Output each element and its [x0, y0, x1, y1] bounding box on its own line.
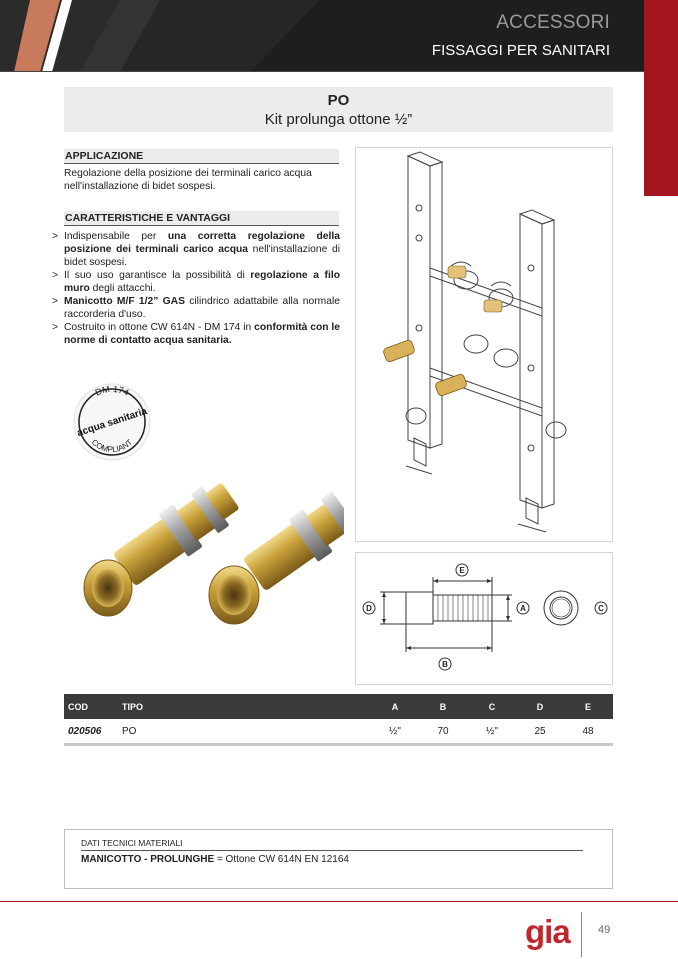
col-header-c: C [488, 701, 496, 712]
product-title-box [64, 87, 613, 132]
product-code-title: PO [327, 92, 350, 109]
page-header [0, 0, 644, 72]
product-table [64, 694, 613, 746]
dimension-drawing [355, 552, 613, 685]
materials-box [64, 829, 613, 889]
header-graphic [0, 0, 644, 72]
page-number: 49 [598, 924, 611, 936]
materials-heading: DATI TECNICI MATERIALI [81, 838, 583, 851]
cell-c: ½" [486, 725, 498, 737]
stamp-top-text: DM 174 [93, 383, 131, 398]
dim-label-c: C [598, 604, 604, 613]
product-name-title: Kit prolunga ottone ½” [264, 111, 413, 128]
logo-separator [581, 912, 582, 957]
feature-item: > Il suo uso garantisce la possibilità di regolazione a filo muro degli attacchi. [52, 269, 340, 295]
application-heading: APPLICAZIONE [64, 149, 339, 164]
dim-label-a: A [520, 604, 526, 613]
dim-label-d: D [366, 604, 372, 613]
materials-text [81, 854, 349, 865]
cell-a: ½" [389, 725, 401, 737]
feature-item: > Manicotto M/F 1/2” GAS cilindrico adattabile alla normale raccorderia d'uso. [52, 295, 340, 321]
cell-e: 48 [582, 725, 594, 737]
footer-divider [0, 901, 678, 902]
col-header-cod: COD [68, 701, 88, 712]
cell-d: 25 [534, 725, 546, 737]
cell-cod: 020506 [68, 725, 102, 737]
stamp-middle-text: acqua sanitaria [75, 405, 149, 439]
gia-logo: gia [525, 913, 570, 950]
col-header-d: D [536, 701, 544, 712]
bidet-frame-drawing [356, 148, 614, 543]
col-header-a: A [391, 701, 399, 712]
col-header-b: B [439, 701, 447, 712]
dim-label-b: B [442, 660, 448, 669]
application-text: Regolazione della posizione dei terminali carico acqua nell'installazione di bidet sospesi. [64, 168, 312, 192]
side-tab [644, 0, 678, 196]
feature-item: > Indispensabile per una corretta regolazione della posizione dei terminali carico acqua nell'installazione di bidet sospesi. [52, 230, 340, 269]
col-header-e: E [584, 701, 591, 712]
dm174-compliant-stamp [64, 378, 159, 464]
dimension-diagram [356, 553, 614, 686]
col-header-tipo: TIPO [122, 701, 144, 712]
features-heading: CARATTERISTICHE E VANTAGGI [64, 211, 339, 226]
header-subcategory: FISSAGGI PER SANITARI [431, 42, 610, 59]
materials-value: = Ottone CW 614N EN 12164 [214, 854, 349, 865]
table-header [64, 694, 613, 719]
cell-b: 70 [437, 725, 449, 737]
table-row [64, 719, 613, 746]
stamp-bottom-text: COMPLIANT [89, 437, 135, 455]
cell-tipo: PO [122, 725, 137, 737]
features-list [52, 230, 340, 347]
header-category: ACCESSORI [496, 12, 610, 33]
product-photo [64, 460, 344, 640]
feature-item: > Costruito in ottone CW 614N - DM 174 in conformità con le norme di contatto acqua sanitaria. [52, 321, 340, 347]
materials-label: MANICOTTO - PROLUNGHE [81, 854, 215, 865]
dim-label-e: E [459, 566, 465, 575]
installation-frame-illustration [355, 147, 613, 542]
